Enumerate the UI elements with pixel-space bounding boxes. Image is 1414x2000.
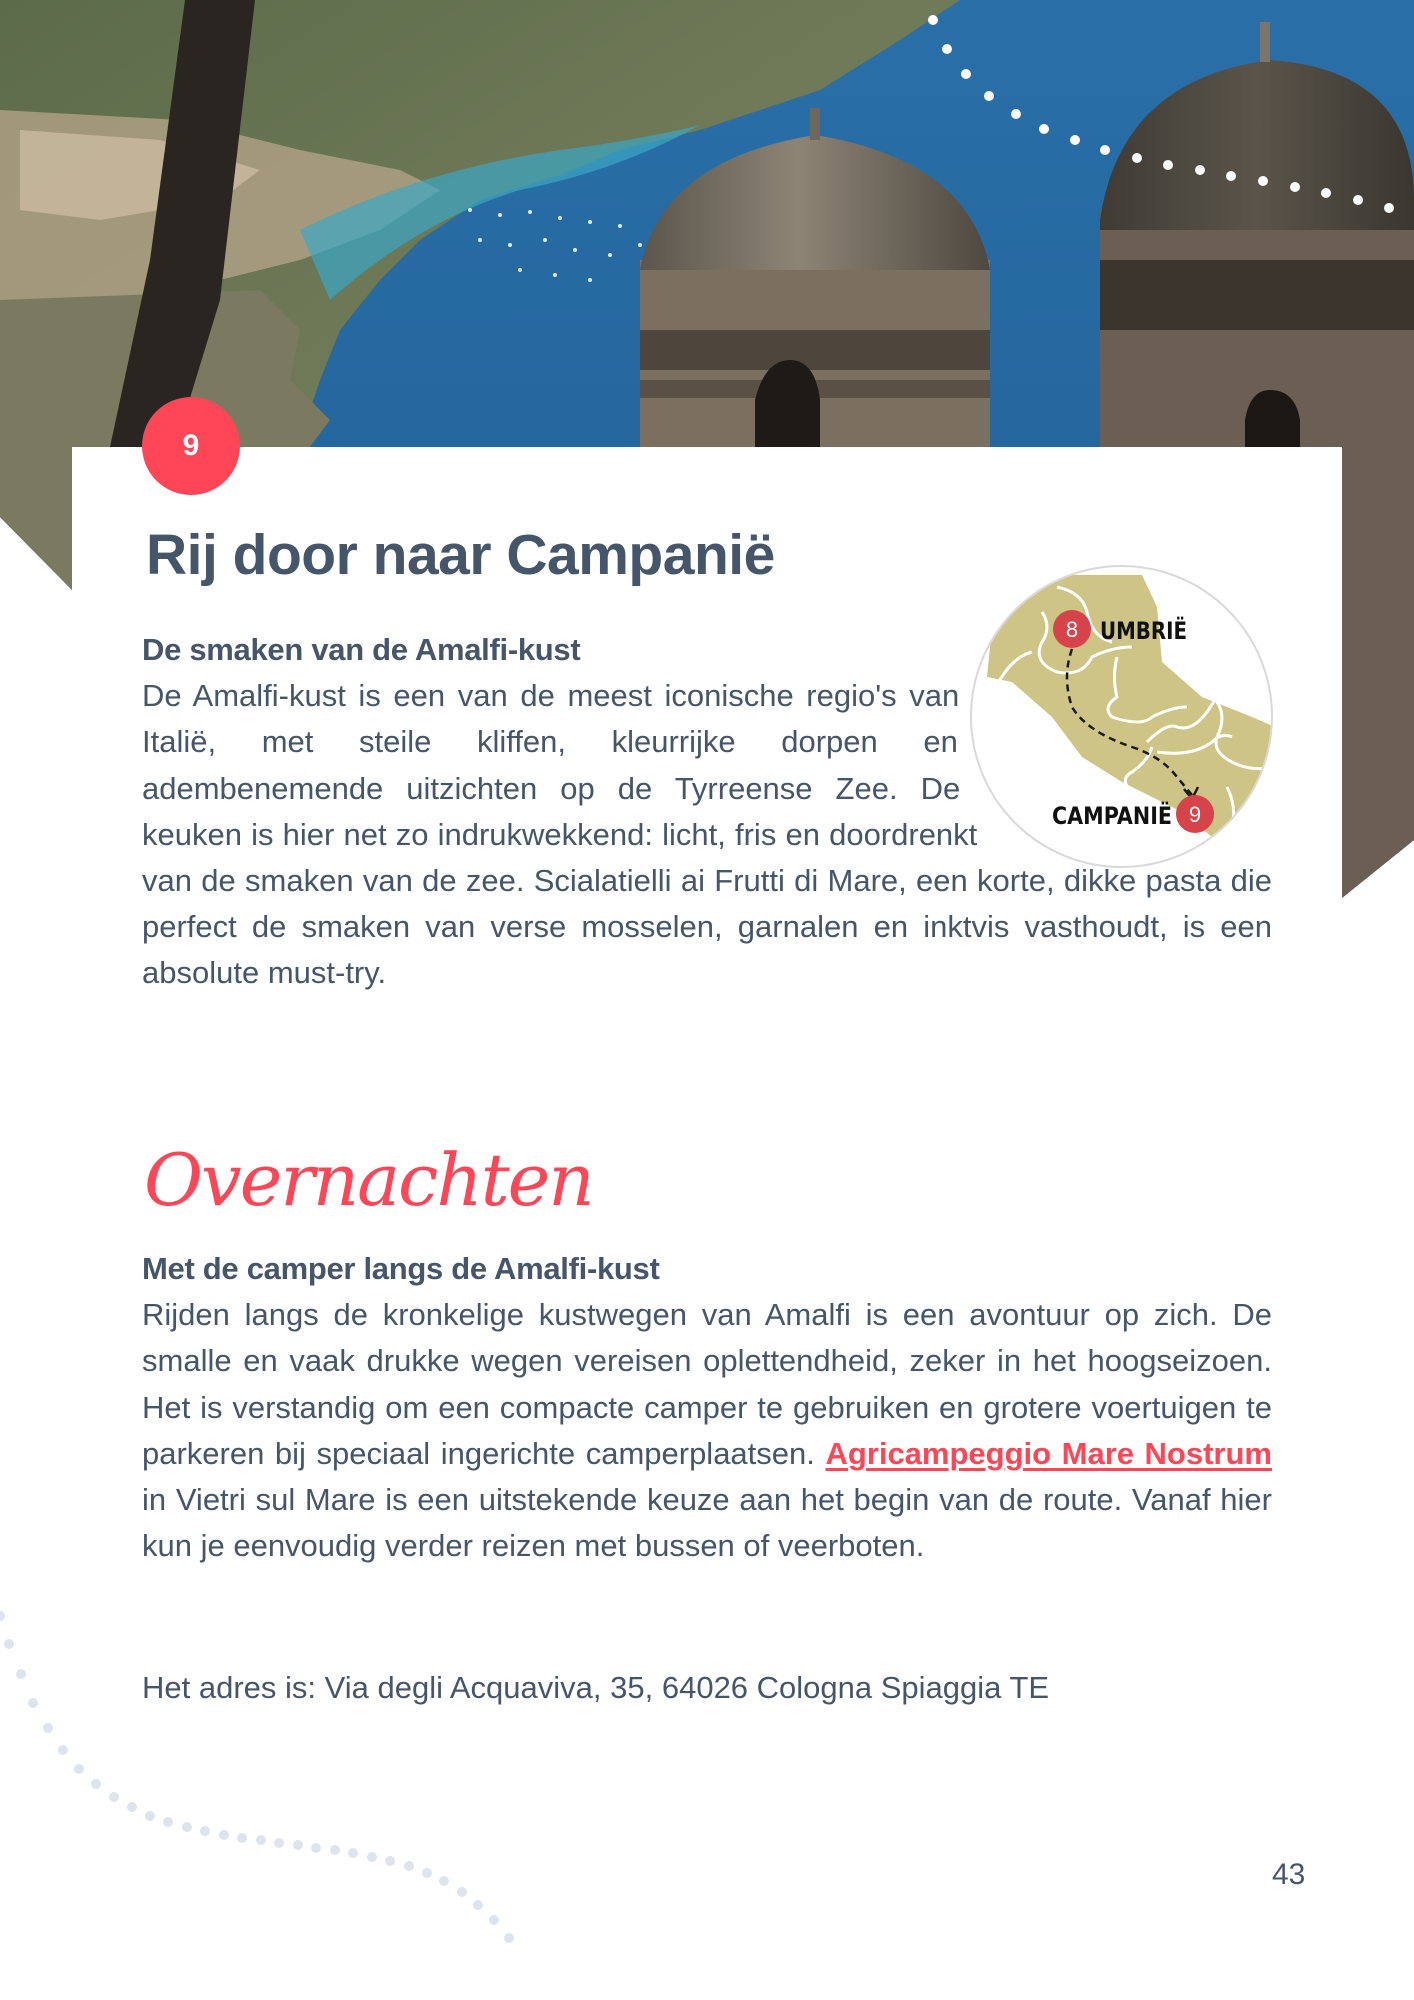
map-wrap-space: [932, 627, 1272, 852]
decorative-dots-icon: [0, 1600, 1100, 2000]
map-marker-9-number: 9: [1188, 802, 1202, 827]
step-number: 9: [182, 429, 200, 462]
map-label-umbrie: UMBRIË: [1100, 617, 1206, 645]
address-text: Het adres is: Via degli Acquaviva, 35, 64026 Cologna Spiaggia TE: [142, 1670, 1050, 1705]
campsite-link[interactable]: Agricampeggio Mare Nostrum: [825, 1435, 1272, 1471]
overnachten-script-heading: Overnachten: [144, 1138, 593, 1222]
step-number-badge: [142, 397, 240, 495]
section-stay-body-start: Rijden langs de kronkelige kustwegen van Amalfi is een avontuur op zich. De smalle en vaak drukke wegen vereisen oplettendheid, zeker in het hoogseizoen. Het is verstandig om een compacte camper te gebruiken en grotere voertuigen te parkeren bij speciaal ingerichte camperplaatsen.: [142, 1297, 1272, 1471]
map-marker-8-number: 8: [1065, 617, 1079, 642]
section-stay-body-end: in Vietri sul Mare is een uitstekende keuze aan het begin van de route. Vanaf hier kun je eenvoudig verder reizen met bussen of veerboten.: [142, 1482, 1272, 1564]
section-food-heading: De smaken van de Amalfi-kust: [142, 632, 581, 667]
section-food-body: De Amalfi-kust is een van de meest iconische regio's van Italië, met steile kliffen, kleurrijke dorpen en adembenemende uitzichten op de Tyrreense Zee. De keuken is hier net zo indrukwekkend: licht, fris en doordrenkt van de smaken van de zee. Scialatielli ai Frutti di Mare, een korte, dikke pasta die perfect de smaken van verse mosselen, garnalen en inktvis vasthoudt, is een absolute must-try.: [142, 678, 1272, 991]
section-stay: [142, 1246, 1272, 1569]
section-stay-heading: Met de camper langs de Amalfi-kust: [142, 1251, 660, 1286]
page-number: 43: [1272, 1858, 1306, 1891]
page-title: Rij door naar Campanië: [146, 523, 775, 587]
section-food: [142, 627, 1272, 997]
map-label-campanie: CAMPANIË: [1052, 802, 1192, 830]
